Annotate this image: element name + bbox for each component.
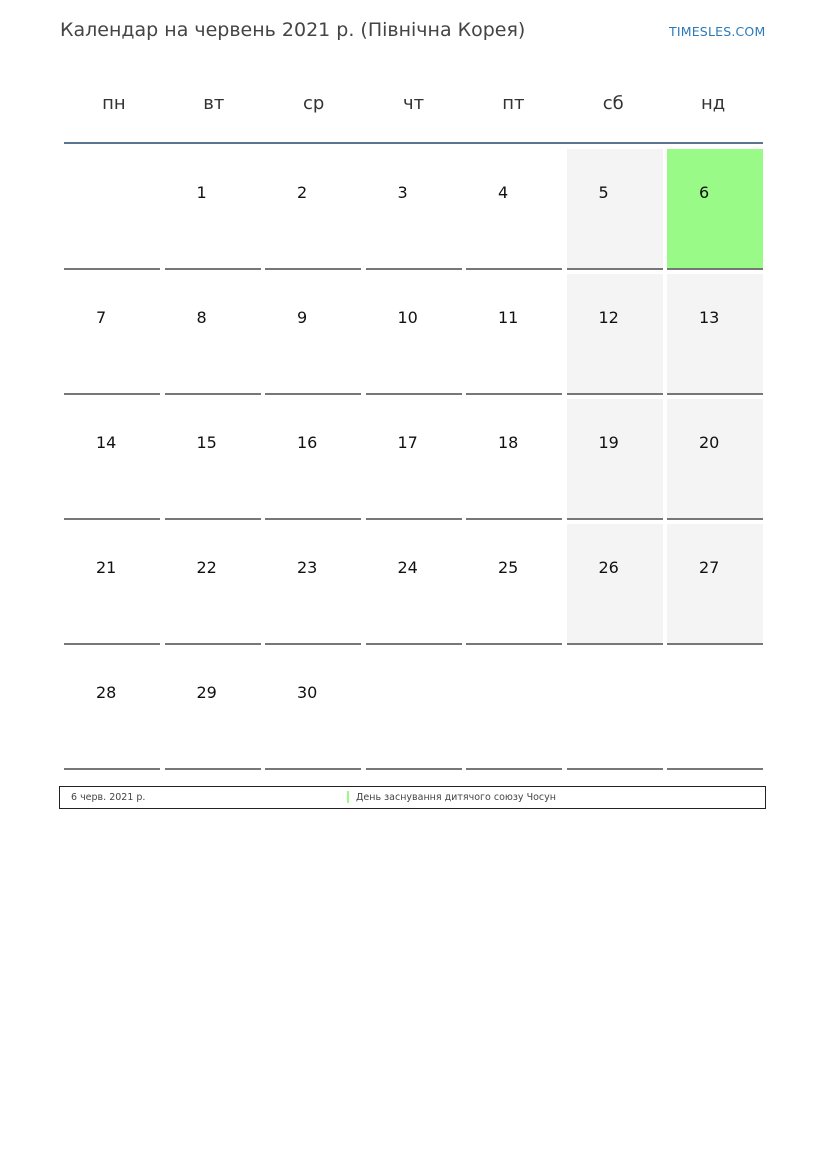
day-cell[interactable]: [366, 274, 462, 395]
brand-link[interactable]: TIMESLES.COM: [669, 24, 766, 39]
day-number: 1: [196, 183, 207, 202]
day-number: 22: [196, 558, 217, 577]
day-cell[interactable]: [567, 524, 663, 645]
day-cell[interactable]: [466, 399, 562, 520]
day-cell[interactable]: [165, 649, 261, 770]
weekday-wednesday: ср: [302, 93, 325, 114]
empty-day-cell: [64, 149, 160, 270]
day-number: 27: [699, 558, 720, 577]
week-row: [64, 524, 763, 645]
weekday-monday: пн: [102, 93, 126, 114]
day-number: 9: [297, 308, 308, 327]
day-number: 11: [498, 308, 519, 327]
day-cell[interactable]: [64, 649, 160, 770]
day-number: 18: [498, 433, 519, 452]
legend-date: 6 черв. 2021 р.: [71, 792, 146, 803]
day-cell[interactable]: [667, 274, 763, 395]
day-cell[interactable]: [265, 149, 361, 270]
day-number: 25: [498, 558, 519, 577]
holiday-legend: [59, 786, 766, 809]
day-number: 6: [699, 183, 710, 202]
day-cell[interactable]: [165, 524, 261, 645]
day-number: 30: [297, 683, 318, 702]
legend-holiday-name: День заснування дитячого союзу Чосун: [356, 792, 556, 803]
day-cell[interactable]: [366, 149, 462, 270]
day-cell[interactable]: [265, 274, 361, 395]
empty-day-cell: [366, 649, 462, 770]
weekday-friday: пт: [502, 93, 525, 114]
day-cell[interactable]: [165, 399, 261, 520]
day-number: 26: [598, 558, 619, 577]
day-cell[interactable]: [667, 399, 763, 520]
day-cell[interactable]: [165, 274, 261, 395]
week-row: [64, 399, 763, 520]
day-cell[interactable]: [265, 649, 361, 770]
day-number: 8: [196, 308, 207, 327]
empty-day-cell: [466, 649, 562, 770]
holiday-color-swatch: [347, 791, 349, 803]
holiday-day-cell[interactable]: [667, 149, 763, 270]
day-number: 5: [598, 183, 609, 202]
day-cell[interactable]: [466, 524, 562, 645]
day-number: 10: [397, 308, 418, 327]
day-number: 17: [397, 433, 418, 452]
day-cell[interactable]: [466, 149, 562, 270]
day-number: 24: [397, 558, 418, 577]
day-number: 23: [297, 558, 318, 577]
day-cell[interactable]: [466, 274, 562, 395]
day-number: 29: [196, 683, 217, 702]
day-cell[interactable]: [64, 524, 160, 645]
day-cell[interactable]: [165, 149, 261, 270]
day-cell[interactable]: [567, 274, 663, 395]
weekday-saturday: сб: [602, 93, 624, 114]
day-cell[interactable]: [366, 524, 462, 645]
day-number: 20: [699, 433, 720, 452]
day-number: 3: [397, 183, 408, 202]
day-number: 13: [699, 308, 720, 327]
week-row: [64, 274, 763, 395]
day-cell[interactable]: [64, 399, 160, 520]
day-cell[interactable]: [265, 399, 361, 520]
day-cell[interactable]: [265, 524, 361, 645]
header-divider: [64, 142, 763, 144]
weekday-thursday: чт: [402, 93, 425, 114]
day-number: 21: [96, 558, 117, 577]
day-cell[interactable]: [366, 399, 462, 520]
weekday-header: [64, 80, 763, 128]
day-cell[interactable]: [667, 524, 763, 645]
weekday-sunday: нд: [700, 93, 726, 114]
empty-day-cell: [667, 649, 763, 770]
day-number: 15: [196, 433, 217, 452]
week-row: [64, 649, 763, 770]
day-number: 16: [297, 433, 318, 452]
page-title: Календар на червень 2021 р. (Північна Корея): [60, 19, 526, 41]
day-number: 28: [96, 683, 117, 702]
day-cell[interactable]: [567, 149, 663, 270]
day-cell[interactable]: [567, 399, 663, 520]
day-number: 14: [96, 433, 117, 452]
day-number: 7: [96, 308, 107, 327]
weekday-tuesday: вт: [203, 93, 225, 114]
empty-day-cell: [567, 649, 663, 770]
week-row: [64, 149, 763, 270]
calendar-grid: [64, 149, 763, 774]
day-number: 2: [297, 183, 308, 202]
day-number: 12: [598, 308, 619, 327]
day-number: 4: [498, 183, 509, 202]
day-number: 19: [598, 433, 619, 452]
day-cell[interactable]: [64, 274, 160, 395]
